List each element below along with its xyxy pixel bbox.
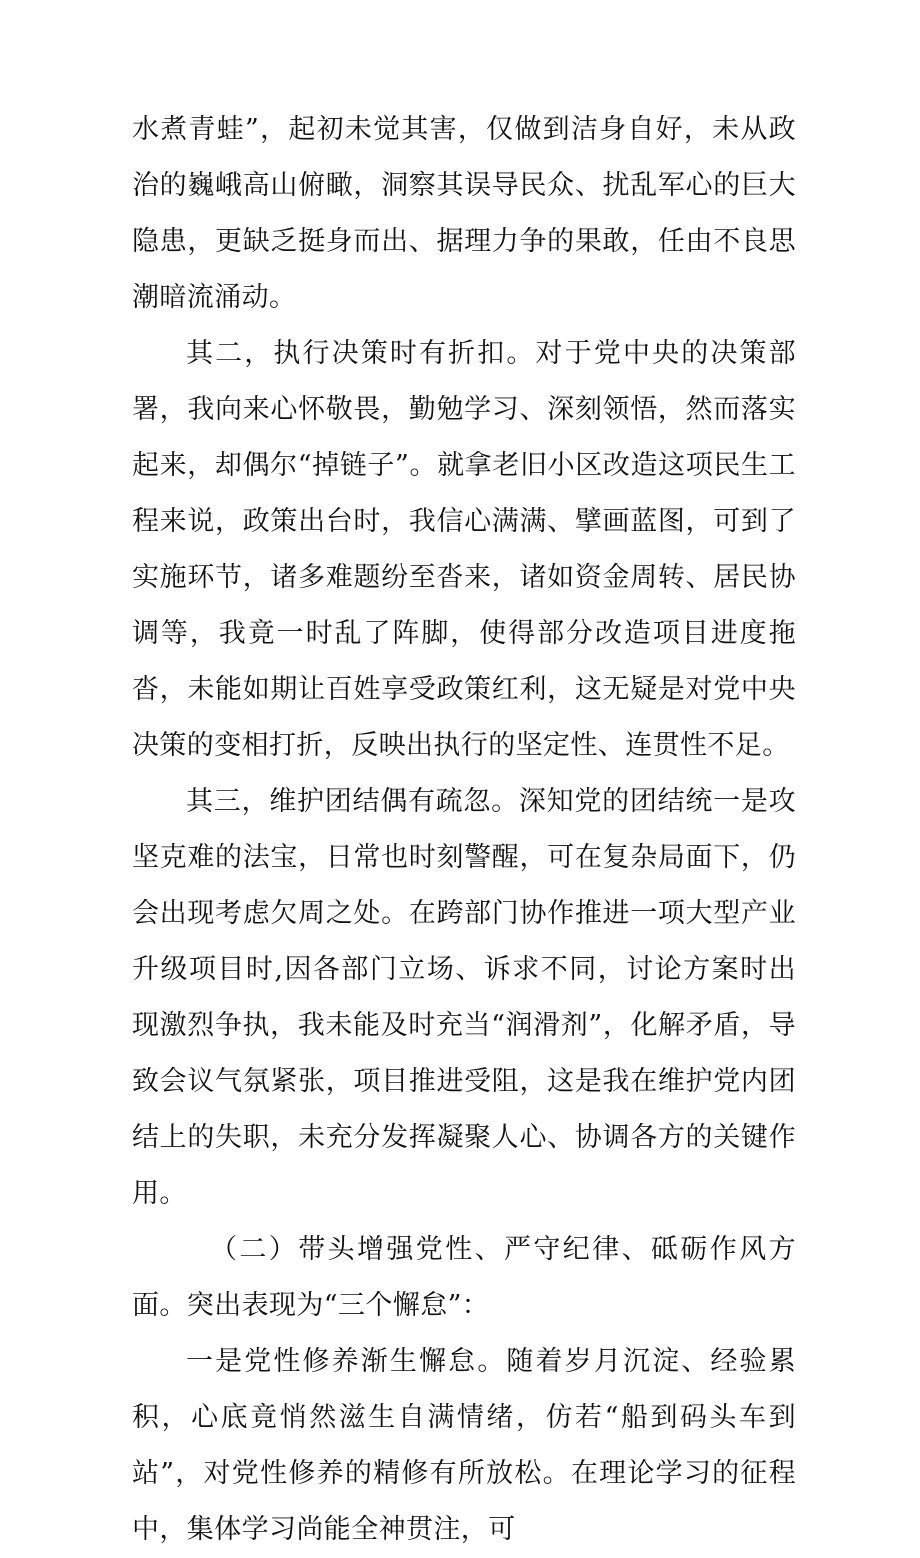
paragraph-point-two: 其二，执行决策时有折扣。对于党中央的决策部署，我向来心怀敬畏，勤勉学习、深刻领悟，然而落实起来，却偶尔“掉链子”。就拿老旧小区改造这项民生工程来说，政策出台时，我信心满满、擘画蓝图，可到了实施环节，诸多难题纷至沓来，诸如资金周转、居民协调等，我竟一时乱了阵脚，使得部分改造项目进度拖沓，未能如期让百姓享受政策红利，这无疑是对党中央决策的变相打折，反映出执行的坚定性、连贯性不足。 — [132, 338, 796, 761]
paragraph-item-one: 一是党性修养渐生懈怠。随着岁月沉淀、经验累积，心底竟悄然滋生自满情绪，仿若“船到码头车到站”，对党性修养的精修有所放松。在理论学习的征程中，集体学习尚能全神贯注，可 — [132, 1346, 796, 1545]
paragraph-continuation: 水煮青蛙”，起初未觉其害，仅做到洁身自好，未从政治的巍峨高山俯瞰，洞察其误导民众、扰乱军心的巨大隐患，更缺乏挺身而出、据理力争的果敢，任由不良思潮暗流涌动。 — [132, 114, 796, 313]
document-body — [132, 102, 796, 1558]
section-heading: （二）带头增强党性、严守纪律、砥砺作风方面。突出表现为“三个懈怠”： — [132, 1234, 796, 1321]
paragraph-point-three: 其三，维护团结偶有疏忽。深知党的团结统一是攻坚克难的法宝，日常也时刻警醒，可在复杂局面下，仍会出现考虑欠周之处。在跨部门协作推进一项大型产业升级项目时,因各部门立场、诉求不同，讨论方案时出现激烈争执，我未能及时充当“润滑剂”，化解矛盾，导致会议气氛紧张，项目推进受阻，这是我在维护党内团结上的失职，未充分发挥凝聚人心、协调各方的关键作用。 — [132, 786, 796, 1209]
